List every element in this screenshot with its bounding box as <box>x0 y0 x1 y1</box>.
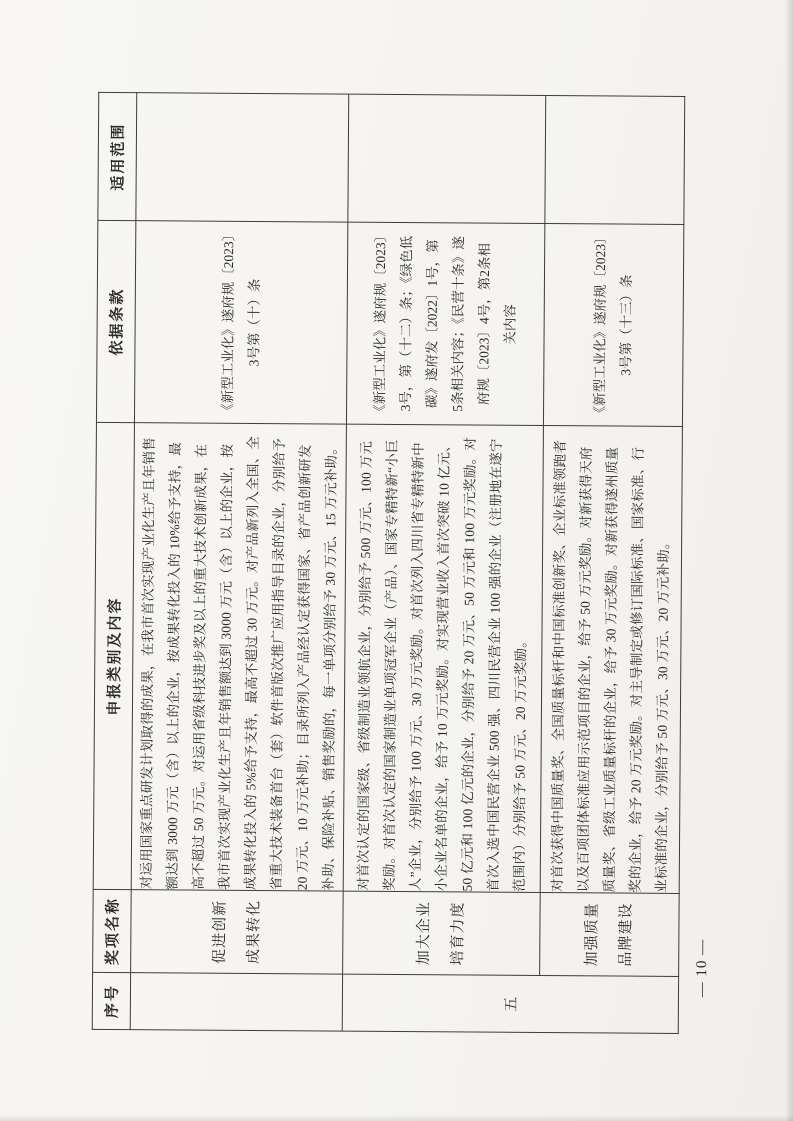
category-content-cell: 对首次获得中国质量奖、全国质量标杆和中国标准创新奖、企业标准领跑者 以及百项团体标准应用示范项目的企业，给予 50 万元奖励。对新获得天府 质量奖、省级工业质量标杆的企业，给予 30 万元奖励。对新获得遂州质量 奖的企业，给予 20 万元奖励。对主导制定或修订国际标准、国家标准、行 业标准的企业，分别给予 50 万元、30 万元、20 万元补助。 <box>540 426 682 894</box>
scope-cell <box>545 96 685 225</box>
serial-cell-empty <box>130 973 342 1031</box>
header-basis-clause: 依据条款 <box>96 220 135 422</box>
table-row <box>539 96 685 1034</box>
scope-cell <box>136 93 349 222</box>
award-name-cell: 加强质量 品牌建设 <box>540 893 680 977</box>
header-serial: 序号 <box>92 972 130 1029</box>
table-row <box>130 93 349 1031</box>
scan-edge-shadow-right <box>785 0 793 1121</box>
header-category-content: 申报类别及内容 <box>93 422 134 889</box>
page-number: — 10 — <box>693 938 711 998</box>
header-award-name: 奖项名称 <box>93 889 132 972</box>
basis-clause-cell: 《新型工业化》遂府规〔2023〕 3号第（十）条 <box>134 221 347 424</box>
award-name-cell: 促进创新 成果转化 <box>131 890 344 974</box>
header-scope: 适用范围 <box>98 92 137 220</box>
scan-edge-shadow-bottom <box>0 1115 793 1121</box>
basis-clause-cell: 《新型工业化》遂府规〔2023〕 3号第（十三）条 <box>543 224 683 427</box>
category-content-cell: 对运用国家重点研发计划取得的成果，在我市首次实现产业化生产且年销售 额达到 3000 万元（含）以上的企业，按成果转化投入的 10%给予支持，最 高不超过 50 万元。对运用省级科技进步奖及以上的重大技术创新成果，在 我市首次实现产业化生产且年销售额达到 3000 万元（含）以上的企业，按 成果转化投入的 5%给予支持，最高不超过 30 万元。对产品新列入全国、全 省重大技术装备首台（套）软件首版次推广应用指导目录的企业，分别给予 20 万元、10 万元补助；目录所列入产品经认定获得国家、省产品创新研发 补助、保险补贴、销售奖励的，每一单项分别给予 30 万元、15 万元补助。 <box>131 423 346 891</box>
category-content-cell: 对首次认定的国家级、省级制造业领航企业，分别给予 500 万元、100 万元 奖励。对首次认定的国家制造业单项冠军企业（产品）、国家专精特新“小巨 人”企业，分别给予 100 万元、30 万元奖励。对首次列入四川省专精特新中 小企业名单的企业，给予 10 万元奖励。对实现营业收入首次突破 10 亿元、 50 亿元和 100 亿元的企业，分别给予 20 万元、50 万元和 100 万元奖励。对 首次入选中国民营企业 500 强、四川民营企业 100 强的企业（注册地在遂宁 范围内）分别给予 50 万元、20 万元奖励。 <box>343 424 543 892</box>
table-row <box>342 94 546 1032</box>
award-policy-table <box>92 92 686 1034</box>
serial-number-cell: 五 <box>342 974 678 1033</box>
basis-clause-cell: 《新型工业化》遂府规〔2023〕 3号，第（十二）条；《绿色低 碳》遂府发〔2022〕1号，第 5条相关内容；《民营十条》遂 府规〔2023〕4号，第2条相 关内容 <box>346 222 544 425</box>
award-name-cell: 加大企业 培育力度 <box>343 891 541 975</box>
table-header-row <box>92 92 137 1029</box>
scope-cell <box>348 94 546 223</box>
